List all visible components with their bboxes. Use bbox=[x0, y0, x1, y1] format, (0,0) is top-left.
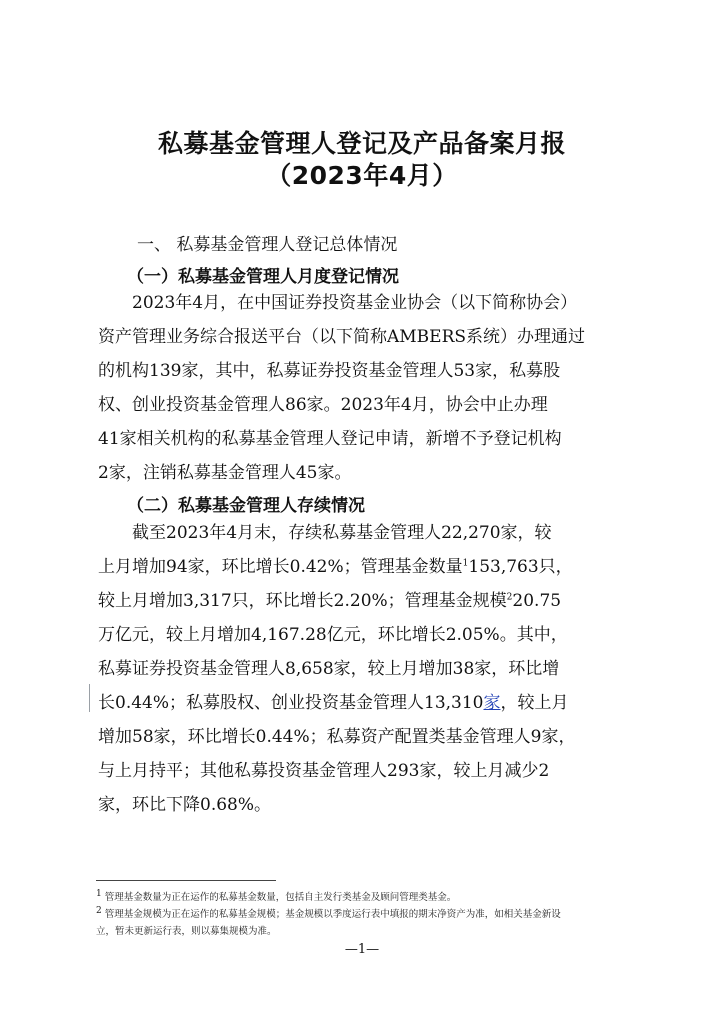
paragraph-line bbox=[98, 584, 628, 618]
footnote-divider bbox=[96, 880, 276, 881]
paragraph-line bbox=[98, 550, 628, 584]
subsection-heading-1: （一）私募基金管理人月度登记情况 bbox=[127, 267, 399, 287]
text-run: 长0.44%；私募股权、创业投资基金管理人13,310 bbox=[98, 693, 484, 713]
paragraph-line: 2家，注销私募基金管理人45家。 bbox=[98, 463, 352, 483]
footnote-1 bbox=[96, 889, 636, 906]
text-cursor-marker bbox=[89, 684, 90, 712]
text-run: ，较上月 bbox=[500, 693, 569, 713]
text-run: 较上月增加3,317只，环比增长2.20%；管理基金规模 bbox=[98, 591, 507, 611]
paragraph-line: 与上月持平；其他私募投资基金管理人293家，较上月减少2 bbox=[98, 761, 550, 781]
paragraph-monthly-registration bbox=[98, 286, 628, 490]
page-number: —1— bbox=[344, 942, 380, 957]
paragraph-line: 权、创业投资基金管理人86家。2023年4月，协会中止办理 bbox=[98, 395, 548, 415]
paragraph-line: 41家相关机构的私募基金管理人登记申请，新增不予登记机构 bbox=[98, 429, 562, 449]
paragraph-line: 家，环比下降0.68%。 bbox=[98, 795, 272, 815]
subsection-heading-2: （二）私募基金管理人存续情况 bbox=[127, 496, 365, 516]
footnote-ref-2[interactable]: 2 bbox=[506, 592, 513, 603]
paragraph-line: 资产管理业务综合报送平台（以下简称AMBERS系统）办理通过 bbox=[98, 327, 586, 347]
paragraph-line: 万亿元，较上月增加4,167.28亿元，环比增长2.05%。其中， bbox=[98, 625, 568, 645]
footnotes bbox=[96, 889, 636, 940]
footnote-text: 管理基金规模为正在运作的私募基金规模；基金规模以季度运行表中填报的期末净资产为准，如相关基金新设 bbox=[101, 909, 561, 920]
paragraph-line bbox=[98, 686, 628, 720]
paragraph-line: 截至2023年4月末，存续私募基金管理人22,270家，较 bbox=[98, 523, 552, 543]
text-run: 上月增加94家，环比增长0.42%；管理基金数量 bbox=[98, 557, 463, 577]
paragraph-line: 增加58家，环比增长0.44%；私募资产配置类基金管理人9家， bbox=[98, 727, 576, 747]
report-title: 私募基金管理人登记及产品备案月报 bbox=[157, 129, 566, 158]
footnote-ref-1[interactable]: 1 bbox=[462, 558, 469, 569]
report-period: （2023年4月） bbox=[266, 161, 458, 190]
paragraph-existing-managers bbox=[98, 516, 628, 822]
paragraph-line: 私募证券投资基金管理人8,658家，较上月增加38家，环比增 bbox=[98, 659, 560, 679]
footnote-text: 管理基金数量为正在运作的私募基金数量，包括自主发行类基金及顾问管理类基金。 bbox=[101, 892, 457, 903]
section-heading-1: 一、 私募基金管理人登记总体情况 bbox=[137, 235, 398, 255]
footnote-2-continued: 立，暂未更新运行表，则以募集规模为准。 bbox=[96, 926, 277, 937]
text-run: 20.75 bbox=[512, 591, 562, 611]
footnote-mark: 2 bbox=[96, 905, 102, 916]
paragraph-line: 2023年4月，在中国证券投资基金业协会（以下简称协会） bbox=[98, 293, 578, 313]
footnote-mark: 1 bbox=[96, 888, 102, 899]
text-run: 153,763只， bbox=[468, 557, 573, 577]
paragraph-line: 的机构139家，其中，私募证券投资基金管理人53家，私募股 bbox=[98, 361, 561, 381]
hyperlink-jia[interactable]: 家 bbox=[483, 693, 501, 713]
footnote-2 bbox=[96, 906, 636, 923]
